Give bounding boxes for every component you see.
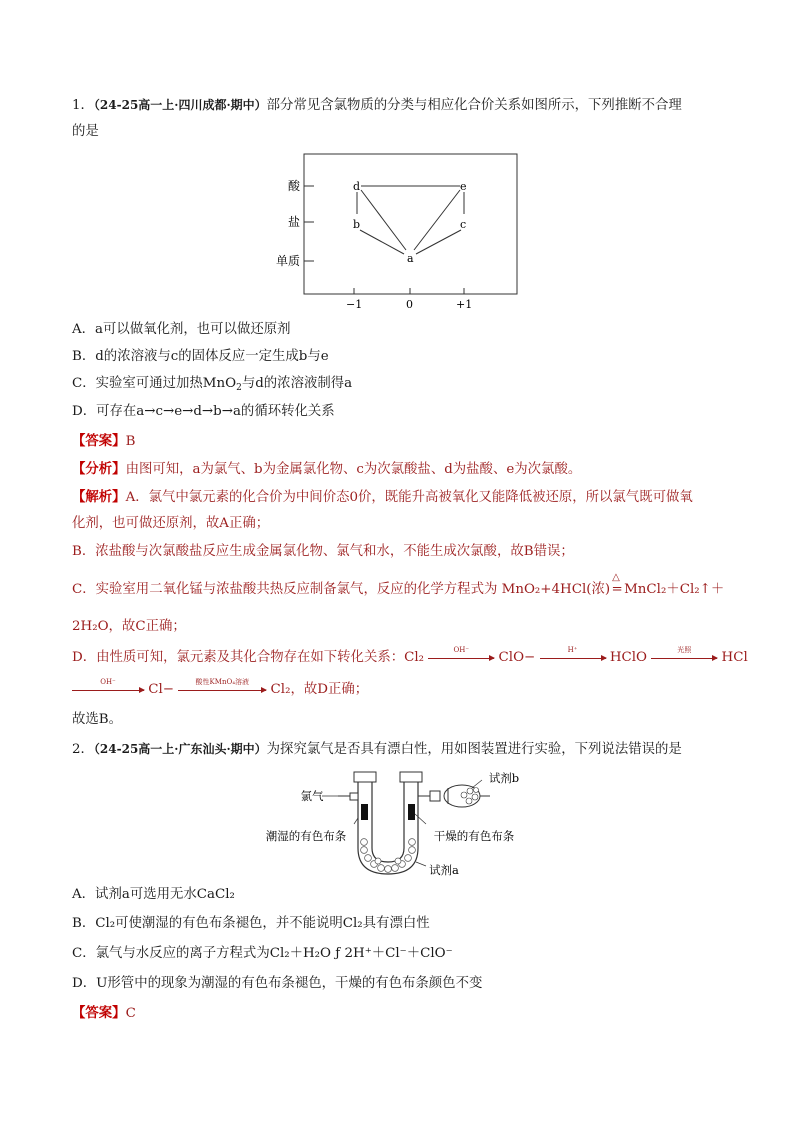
q1-heat-equals: △ = bbox=[610, 580, 624, 600]
q1-option-c-pre: C．实验室可通过加热 bbox=[72, 376, 203, 391]
q2-right-stopper bbox=[400, 772, 422, 782]
q2-u-tube-inner bbox=[372, 780, 404, 862]
q1-analysis-text: 由图可知，a为氯气、b为金属氯化物、c为次氯酸盐、d为盐酸、e为次氯酸。 bbox=[125, 462, 582, 477]
q1-explain-c-prod: MnCl₂＋Cl₂↑＋ bbox=[624, 582, 725, 597]
q1-xlabel-0: 0 bbox=[406, 298, 413, 311]
q2-answer-value: C bbox=[125, 1006, 136, 1021]
q2-label-chlorine: 氯气 bbox=[300, 789, 324, 803]
q2-label-reagent-a: 试剂a bbox=[429, 863, 459, 877]
q1-option-a: A．a可以做氧化剂，也可以做还原剂 bbox=[72, 322, 291, 337]
q1-point-c: c bbox=[460, 218, 467, 231]
q1-explain-d-line2 bbox=[72, 680, 368, 700]
q1-explain-d-pre: D．由性质可知，氯元素及其化合物存在如下转化关系：Cl₂ bbox=[72, 650, 425, 665]
q2-number: 2． bbox=[72, 742, 94, 757]
q2-chlorine-inlet bbox=[350, 793, 358, 800]
q1-ylabel-salt: 盐 bbox=[288, 215, 301, 229]
q1-explain-b: B．浓盐酸与次氯酸盐反应生成金属氯化物、氯气和水，不能生成次氯酸，故B错误； bbox=[72, 544, 574, 559]
q1-arrow-5-label: 酸性KMnO₄溶液 bbox=[195, 678, 249, 686]
q1-arrow-3-label: 光照 bbox=[677, 646, 692, 654]
q1-conclusion: 故选B。 bbox=[72, 712, 123, 727]
q2-option-a: A．试剂a可选用无水CaCl₂ bbox=[72, 887, 235, 902]
q2-reagent-a-beads bbox=[361, 839, 416, 873]
q1-option-c bbox=[72, 374, 352, 398]
q2-stem bbox=[72, 739, 682, 760]
q1-arrow-1-label: OH⁻ bbox=[453, 646, 470, 654]
q1-option-c-post: 与d的浓溶液制得a bbox=[241, 376, 353, 391]
q1-point-d: d bbox=[353, 180, 361, 193]
q1-answer-tag: 【答案】 bbox=[72, 433, 126, 449]
q1-ylabel-acid: 酸 bbox=[288, 179, 301, 193]
q1-chain-hcl: HCl bbox=[721, 650, 748, 665]
q1-arrow-2-label: H⁺ bbox=[567, 646, 578, 654]
q1-explain-tag: 【解析】 bbox=[72, 489, 126, 505]
q2-wet-cloth bbox=[361, 804, 368, 820]
q1-explain-d-post: Cl₂，故D正确； bbox=[270, 682, 369, 697]
q1-explain-a1: A．氯气中氯元素的化合价为中间价态0价，既能升高被氧化又能降低被还原，所以氯气既可做氧 bbox=[125, 490, 693, 505]
q1-analysis-tag: 【分析】 bbox=[72, 461, 126, 477]
q1-arrow-2 bbox=[540, 646, 606, 659]
q2-option-b: B．Cl₂可使潮湿的有色布条褪色，并不能说明Cl₂具有漂白性 bbox=[72, 916, 430, 931]
q2-figure bbox=[250, 770, 530, 880]
q1-explain-c1: C．实验室用二氧化锰与浓盐酸共热反应制备氯气，反应的化学方程式为 MnO₂+4HCl(浓) bbox=[72, 582, 611, 597]
q1-stem-text1: 部分常见含氯物质的分类与相应化合价关系如图所示，下列推断不合理 bbox=[266, 98, 682, 113]
q1-chain-cl-ion: Cl− bbox=[148, 682, 175, 697]
q1-arrow-4-label: OH⁻ bbox=[100, 678, 116, 686]
q2-label-wet-cloth: 潮湿的有色布条 bbox=[265, 829, 347, 843]
q2-outlet-connector bbox=[430, 791, 440, 801]
q1-option-b: B．d的浓溶液与c的固体反应一定生成b与e bbox=[72, 349, 329, 364]
q1-xlabel-pos1: +1 bbox=[456, 298, 473, 311]
q1-figure-frame bbox=[304, 154, 517, 294]
q1-point-e: e bbox=[460, 180, 467, 193]
q1-stem-line1 bbox=[72, 95, 682, 116]
q1-arrow-4 bbox=[72, 678, 144, 691]
q1-number: 1． bbox=[72, 98, 94, 113]
q1-explain-a-line1 bbox=[72, 487, 693, 508]
q1-explain-c-line2: 2H₂O，故C正确； bbox=[72, 619, 186, 634]
q2-option-c: C．氯气与水反应的离子方程式为Cl₂＋H₂O ƒ 2H⁺＋Cl⁻＋ClO⁻ bbox=[72, 946, 453, 961]
q1-option-c-mno: MnO bbox=[202, 376, 237, 391]
q1-delta-mark: △ bbox=[612, 572, 620, 583]
q2-stem-text: 为探究氯气是否具有漂白性，用如图装置进行实验，下列说法错误的是 bbox=[266, 742, 682, 757]
q1-chain-hclo: HClO bbox=[609, 650, 647, 665]
q1-chain-clo: ClO− bbox=[498, 650, 536, 665]
q2-label-reagent-b: 试剂b bbox=[488, 771, 520, 785]
q2-dry-cloth bbox=[408, 804, 415, 820]
q1-figure bbox=[270, 150, 530, 315]
q1-answer bbox=[72, 431, 135, 452]
q1-arrow-5 bbox=[178, 678, 266, 691]
q1-arrow-3 bbox=[651, 646, 717, 659]
q1-xlabel-neg1: −1 bbox=[346, 298, 363, 311]
q2-answer-tag: 【答案】 bbox=[72, 1005, 126, 1021]
q1-ylabel-element: 单质 bbox=[276, 254, 301, 268]
q2-left-stopper bbox=[354, 772, 376, 782]
q1-explain-c-line1 bbox=[72, 572, 725, 600]
q1-option-d: D．可存在a→c→e→d→b→a的循环转化关系 bbox=[72, 404, 335, 419]
q1-option-c-sub: 2 bbox=[236, 383, 242, 393]
q2-source: （24-25高一上·广东汕头·期中） bbox=[93, 742, 267, 756]
q2-option-d: D．U形管中的现象为潮湿的有色布条褪色，干燥的有色布条颜色不变 bbox=[72, 976, 483, 991]
q1-analysis bbox=[72, 459, 581, 480]
q1-point-a: a bbox=[407, 252, 414, 265]
q2-label-dry-cloth: 干燥的有色布条 bbox=[433, 829, 515, 843]
q1-answer-value: B bbox=[125, 434, 136, 449]
q1-source: （24-25高一上·四川成都·期中） bbox=[93, 98, 267, 112]
q1-point-b: b bbox=[353, 218, 361, 231]
q2-answer bbox=[72, 1003, 136, 1024]
q1-stem-line2: 的是 bbox=[72, 124, 99, 139]
q1-explain-a-line2: 化剂，也可做还原剂，故A正确； bbox=[72, 516, 270, 531]
q1-arrow-1 bbox=[428, 646, 494, 659]
q1-explain-d-line1 bbox=[72, 648, 748, 668]
